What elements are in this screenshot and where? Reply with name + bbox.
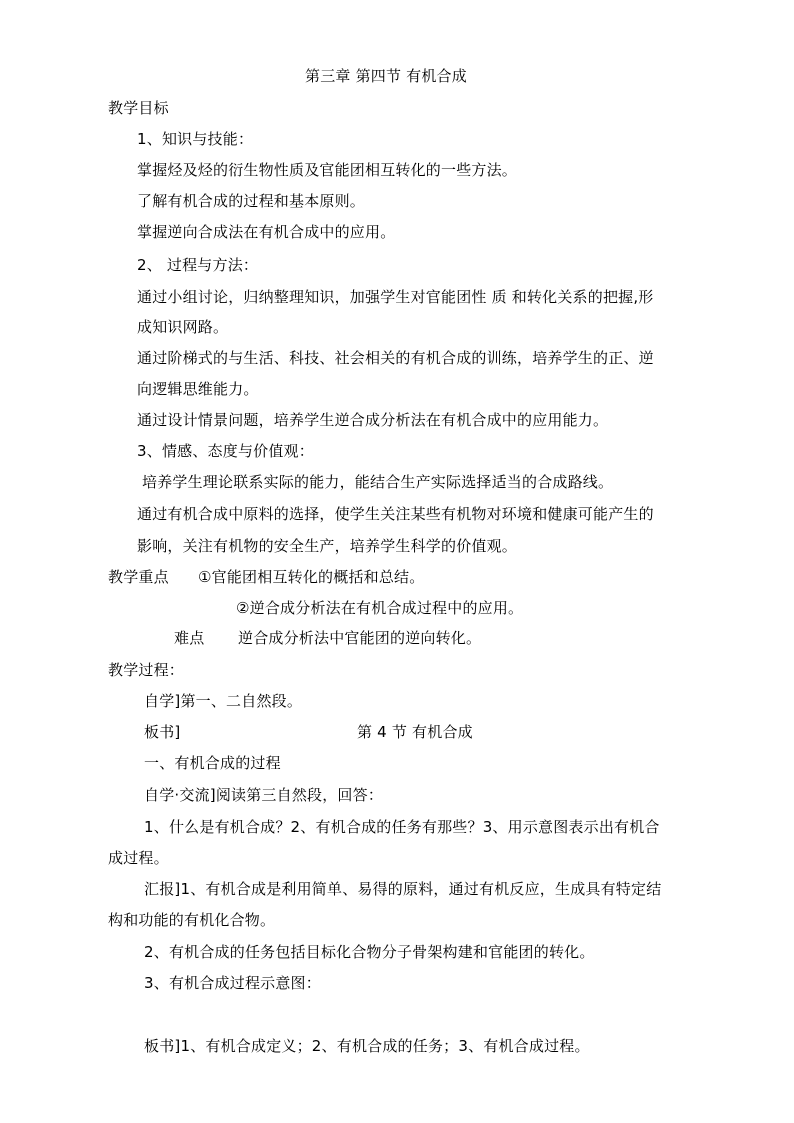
key-point-2: ②逆合成分析法在有机合成过程中的应用。 (236, 599, 524, 617)
s1-line1: 掌握烃及烃的衍生物性质及官能团相互转化的一些方法。 (137, 161, 518, 179)
s3-line1: 培养学生理论联系实际的能力，能结合生产实际选择适当的合成路线。 (142, 473, 614, 491)
process-line5a: 汇报]1、有机合成是利用简单、易得的原料，通过有机反应，生成具有特定结 (144, 880, 662, 898)
board1-label: 板书] (144, 723, 181, 741)
section2-heading: 2、 过程与方法： (137, 256, 259, 274)
s2-line1b: 成知识网路。 (137, 318, 229, 336)
process-line2: 一、有机合成的过程 (144, 754, 281, 772)
s1-line3: 掌握逆向合成法在有机合成中的应用。 (137, 223, 396, 241)
key-points-label: 教学重点 (108, 568, 169, 586)
s3-line2a: 通过有机合成中原料的选择，使学生关注某些有机物对环境和健康可能产生的 (137, 505, 654, 523)
process-line8: 板书]1、有机合成定义；2、有机合成的任务；3、有机合成过程。 (144, 1037, 590, 1055)
board1-title: 第 4 节 有机合成 (357, 723, 473, 741)
process-line7: 3、有机合成过程示意图： (144, 974, 321, 992)
s2-line2b: 向逻辑思维能力。 (137, 380, 259, 398)
s1-line2: 了解有机合成的过程和基本原则。 (137, 192, 366, 210)
page-title: 第三章 第四节 有机合成 (305, 67, 467, 85)
process-heading: 教学过程： (108, 661, 185, 679)
process-line4b: 成过程。 (108, 849, 169, 867)
s2-line2a: 通过阶梯式的与生活、科技、社会相关的有机合成的训练，培养学生的正、逆 (137, 349, 654, 367)
difficulty-label: 难点 (174, 629, 205, 647)
process-line6: 2、有机合成的任务包括目标化合物分子骨架构建和官能团的转化。 (144, 943, 595, 961)
process-line5b: 构和功能的有机化合物。 (108, 911, 276, 929)
difficulty-text: 逆合成分析法中官能团的逆向转化。 (238, 629, 482, 647)
process-line4a: 1、什么是有机合成？2、有机合成的任务有那些？3、用示意图表示出有机合 (144, 818, 660, 836)
process-line1: 自学]第一、二自然段。 (144, 692, 303, 710)
section3-heading: 3、情感、态度与价值观： (137, 442, 314, 460)
key-point-1: ①官能团相互转化的概括和总结。 (198, 568, 425, 586)
s2-line3: 通过设计情景问题，培养学生逆合成分析法在有机合成中的应用能力。 (137, 411, 609, 429)
s3-line2b: 影响，关注有机物的安全生产，培养学生科学的价值观。 (137, 537, 518, 555)
process-line3: 自学·交流]阅读第三自然段，回答： (144, 786, 384, 804)
s2-line1a: 通过小组讨论，归纳整理知识，加强学生对官能团性 质 和转化关系的把握,形 (137, 288, 654, 306)
objectives-heading: 教学目标 (108, 99, 169, 117)
section1-heading: 1、知识与技能： (137, 130, 254, 148)
